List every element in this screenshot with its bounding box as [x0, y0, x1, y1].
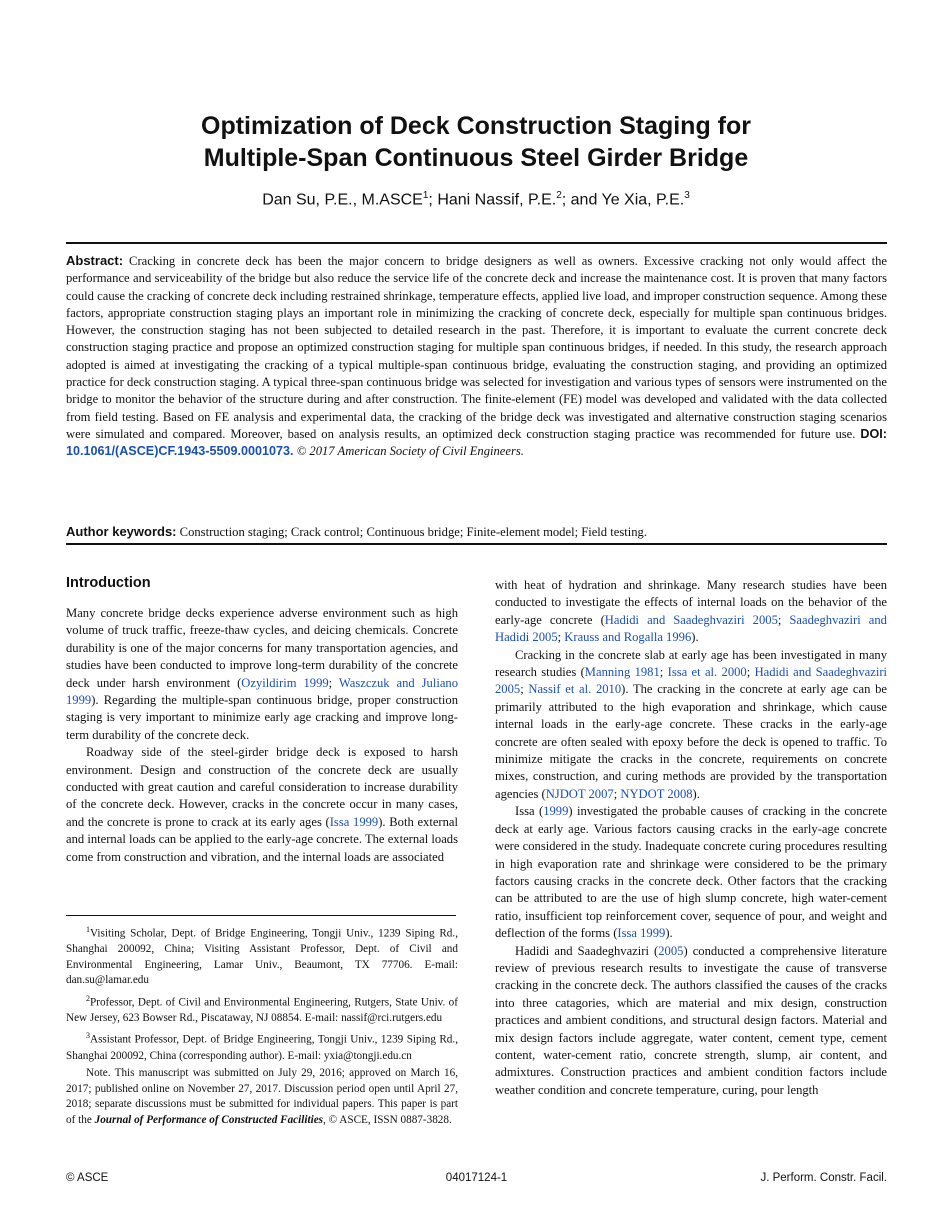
paragraph: Issa (1999) investigated the probable causes of cracking in the concrete deck at early age. Various factors causing cracks in the early-age concrete were considered in the study. Inadequate concrete curing procedures resulting in high evaporation rate and shrinkage were considered to be the primary factors causing cracks in the concrete deck. Other factors that the cracking can be attributed to are the use of high slump concrete, high water-cement ratio, insufficient top reinforcement cover, sequence of pour, and weight and deflection of the forms (Issa 1999). — [495, 804, 887, 941]
keywords-divider — [66, 543, 887, 545]
citation-link[interactable]: Waszczuk and Juliano 1999 — [66, 675, 459, 708]
footnote-1: $^1$Visiting Scholar, Dept. of Bridge Engineering, Tongji Univ., 1239 Siping Rd., Shanghai 200092, China; Visiting Assistant Professor, Dept. of Civil and Environmental Engineering, Lamar Univ., Beaumont, TX 77706. E-mail: dan.su@lamar.edu — [66, 925, 458, 987]
page-footer — [66, 1172, 887, 1188]
citation-link[interactable]: Hadidi and Saadeghvaziri 2005 — [604, 612, 778, 627]
citation-link[interactable]: Nassif et al. 2010 — [528, 682, 622, 697]
citation-link[interactable]: Issa et al. 2000 — [667, 665, 747, 680]
paragraph: Roadway side of the steel-girder bridge deck is exposed to harsh environment. Design and construction of the concrete deck are usually conducted with great caution and careful consideration to increase durability of the concrete deck. However, cracks in the concrete occur in many cases, and the concrete is prone to crack at its early ages (Issa 1999). Both external and internal loads can be applied to the early-age concrete. The external loads come from construction and vibration, and the internal loads are associated — [66, 745, 459, 864]
author-2-affil: 2 — [556, 190, 562, 201]
footnote-divider — [66, 915, 456, 916]
publisher-copyright: © ASCE — [66, 1172, 109, 1184]
right-column — [495, 577, 887, 1099]
citation-link[interactable]: 1999 — [543, 804, 569, 819]
author-3-affil: 3 — [684, 190, 690, 201]
paragraph: Cracking in the concrete slab at early age has been investigated in many research studies (Manning 1981; Issa et al. 2000; Hadidi and Saadeghvaziri 2005; Nassif et al. 2010). The cracking in the concrete at early age can be primarily attributed to the high evaporation and shrinkage, which cause internal loads in the early-age concrete. These cracks in the early-age concrete are often sealed with epoxy before the deck is opened to traffic. To minimize mitigate the cracks in the concrete, requirements on concrete mixes, construction, and curing methods are provided by the transportation agencies (NJDOT 2007; NYDOT 2008). — [495, 647, 888, 801]
citation-link[interactable]: 2005 — [658, 943, 684, 958]
paragraph: Hadidi and Saadeghvaziri (2005) conducted a comprehensive literature review of previous research results to investigate the cause of transverse cracking in the concrete deck. The authors classified the causes of the cracks into three catagories, which are material and mix design, construction practices and ambient conditions, and structural design factors. Material and mix design factors include aggregate, water content, cement type, cement content, water-cement ratio, concrete strength, slump, air content, and admixtures. Construction practices and ambient condition factors include weather condition and concrete temperature, curing, pour length — [495, 943, 887, 1097]
journal-abbreviation: J. Perform. Constr. Facil. — [760, 1172, 887, 1184]
citation-link[interactable]: Hadidi and Saadeghvaziri 2005 — [495, 665, 888, 697]
author-1: Dan Su, P.E., M.ASCE — [262, 191, 423, 209]
citation-link[interactable]: Saadeghvaziri and Hadidi 2005 — [495, 612, 887, 645]
footnote-2: $^2$Professor, Dept. of Civil and Environmental Engineering, Rutgers, State Univ. of New Jersey, 623 Bowser Rd., Piscataway, NJ 08854. E-mail: nassif@rci.rutgers.edu — [66, 993, 458, 1024]
abstract-text: Cracking in concrete deck has been the major concern to bridge designers as well as owners. Excessive cracking not only would affect the performance and serviceability of the bridge but also reduce the service life of the concrete deck and increase the maintenance cost. It is proven that many factors could cause the cracking of concrete deck including restrained shrinkage, temperature effects, applied live load, and improper construction sequence. Among these factors, appropriate construction staging plays an important role in minimizing the cracking of concrete deck, especially for multiple span continuous bridges. However, the construction staging has not been subjected to detailed research in the past. Therefore, it is important to evaluate the current concrete deck construction staging practice and propose an optimized construction staging for multiple span continuous bridges, if needed. In this study, the research approach adopted is aimed at investigating the cracking of a typical multiple-span continuous bridge, evaluating the construction staging, and providing an optimized practice for deck construction staging. A typical three-span continuous bridge was selected for investigation and various types of sensors were instrumented on the bridge to monitor the behavior of the structure during and after construction. The finite-element (FE) model was developed and validated with the data collected from field testing. Based on FE analysis and experimental data, the cracking of the bridge deck was investigated and alternative construction staging scenarios were simulated and compared. Moreover, based on analysis results, an optimized deck construction staging practice was recommended for future use. — [66, 254, 887, 441]
doi-link[interactable]: 10.1061/(ASCE)CF.1943-5509.0001073. — [66, 444, 294, 459]
top-divider — [66, 242, 887, 244]
left-column — [66, 605, 458, 866]
footnotes — [66, 922, 458, 1130]
section-heading-introduction: Introduction — [66, 575, 151, 591]
author-3: ; and Ye Xia, P.E. — [561, 191, 685, 209]
author-2: ; Hani Nassif, P.E. — [428, 191, 557, 209]
citation-link[interactable]: Ozyildirim 1999 — [241, 675, 329, 690]
footnote-3: $^3$Assistant Professor, Dept. of Bridge Engineering, Tongji Univ., 1239 Siping Rd., Shanghai 200092, China (corresponding author). E-mail: yxia@tongji.edu.cn — [66, 1031, 458, 1062]
citation-link[interactable]: Krauss and Rogalla 1996 — [564, 630, 692, 645]
title-line-2: Multiple-Span Continuous Steel Girder Bridge — [203, 144, 749, 172]
abstract — [66, 252, 887, 461]
citation-link[interactable]: Issa 1999 — [329, 814, 379, 829]
title-line-1: Optimization of Deck Construction Staging for — [201, 112, 751, 140]
abstract-label: Abstract: — [66, 253, 124, 268]
paragraph: Many concrete bridge decks experience adverse environment such as high volume of truck traffic, freeze-thaw cycles, and deicing chemicals. Concrete durability is one of the major concerns for many transportation agencies, and studies have been conducted to improve long-term durability of the concrete deck under harsh environment (Ozyildirim 1999; Waszczuk and Juliano 1999). Regarding the multiple-span continuous bridge, proper construction staging is very important to minimize early age cracking and improve long-term durability of the concrete deck. — [66, 606, 459, 742]
keywords-text: Construction staging; Crack control; Continuous bridge; Finite-element model; Field testing. — [179, 525, 647, 539]
journal-name: Journal of Performance of Constructed Facilities — [94, 1113, 324, 1126]
doi-label: DOI: — [860, 426, 887, 441]
author-list — [66, 190, 886, 209]
manuscript-note: Note. This manuscript was submitted on July 29, 2016; approved on March 16, 2017; published online on November 27, 2017. Discussion period open until April 27, 2018; separate discussions must be submitted for individual papers. This paper is part of the Journal of Performance of Constructed Facilities, © ASCE, ISSN 0887-3828. — [66, 1067, 458, 1126]
paper-title — [66, 110, 886, 174]
citation-link[interactable]: Issa 1999 — [617, 926, 666, 941]
keywords-label: Author keywords: — [66, 524, 177, 539]
paragraph: with heat of hydration and shrinkage. Many research studies have been conducted to investigate the effects of internal loads on the behavior of the early-age concrete (Hadidi and Saadeghvaziri 2005; Saadeghvaziri and Hadidi 2005; Krauss and Rogalla 1996). — [495, 578, 887, 645]
author-1-affil: 1 — [422, 190, 429, 201]
citation-link[interactable]: NJDOT 2007 — [545, 786, 614, 801]
article-number: 04017124-1 — [445, 1172, 508, 1184]
author-keywords — [66, 523, 887, 541]
citation-link[interactable]: NYDOT 2008 — [620, 786, 693, 801]
copyright-notice: © 2017 American Society of Civil Engineers. — [296, 444, 524, 459]
citation-link[interactable]: Manning 1981 — [584, 665, 660, 680]
